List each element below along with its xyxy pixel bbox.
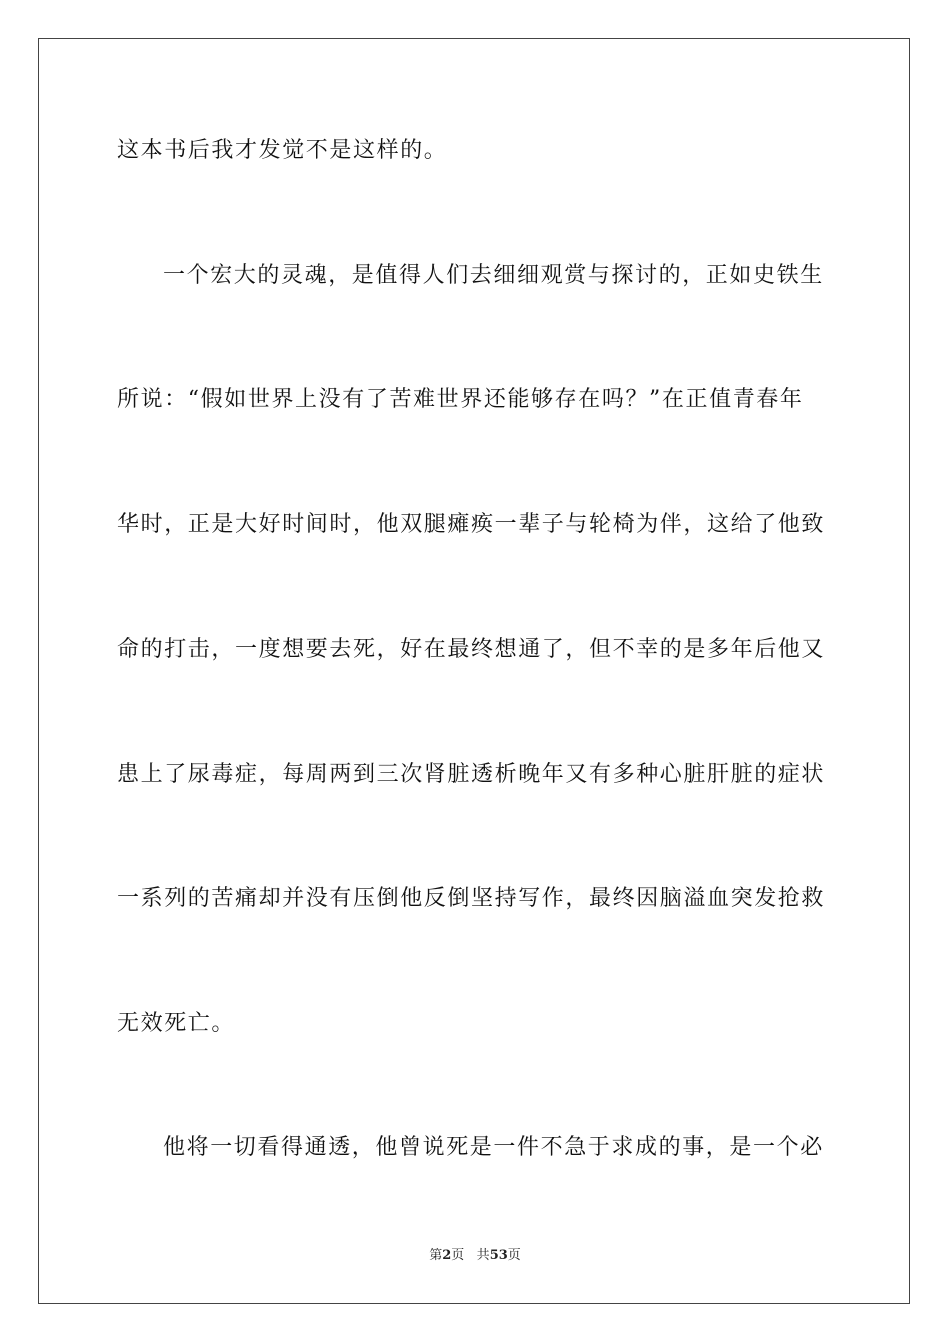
page-suffix: 页 [451, 1248, 465, 1263]
text-line-5: 命的打击，一度想要去死，好在最终想通了，但不幸的是多年后他又 [117, 637, 826, 662]
total-prefix: 共 [476, 1248, 490, 1263]
total-suffix: 页 [507, 1248, 521, 1263]
total-pages: 53 [489, 1248, 508, 1263]
text-line-1: 这本书后我才发觉不是这样的。 [117, 138, 448, 163]
text-line-6: 患上了尿毒症，每周两到三次肾脏透析晚年又有多种心脏肝脏的症状 [117, 762, 826, 787]
text-line-3: 所说：“假如世界上没有了苦难世界还能够存在吗？”在正值青春年 [117, 387, 804, 412]
page-border [38, 38, 910, 1304]
text-line-9: 他将一切看得通透，他曾说死是一件不急于求成的事，是一个必 [163, 1135, 824, 1160]
text-line-2: 一个宏大的灵魂，是值得人们去细细观赏与探讨的，正如史铁生 [163, 263, 824, 288]
text-line-7: 一系列的苦痛却并没有压倒他反倒坚持写作，最终因脑溢血突发抢救 [117, 886, 826, 911]
text-line-4: 华时，正是大好时间时，他双腿瘫痪一辈子与轮椅为伴，这给了他致 [117, 512, 826, 537]
page-footer [0, 1247, 950, 1265]
page-prefix: 第 [429, 1248, 443, 1263]
text-line-8: 无效死亡。 [117, 1011, 236, 1036]
page-number: 2 [442, 1248, 452, 1263]
